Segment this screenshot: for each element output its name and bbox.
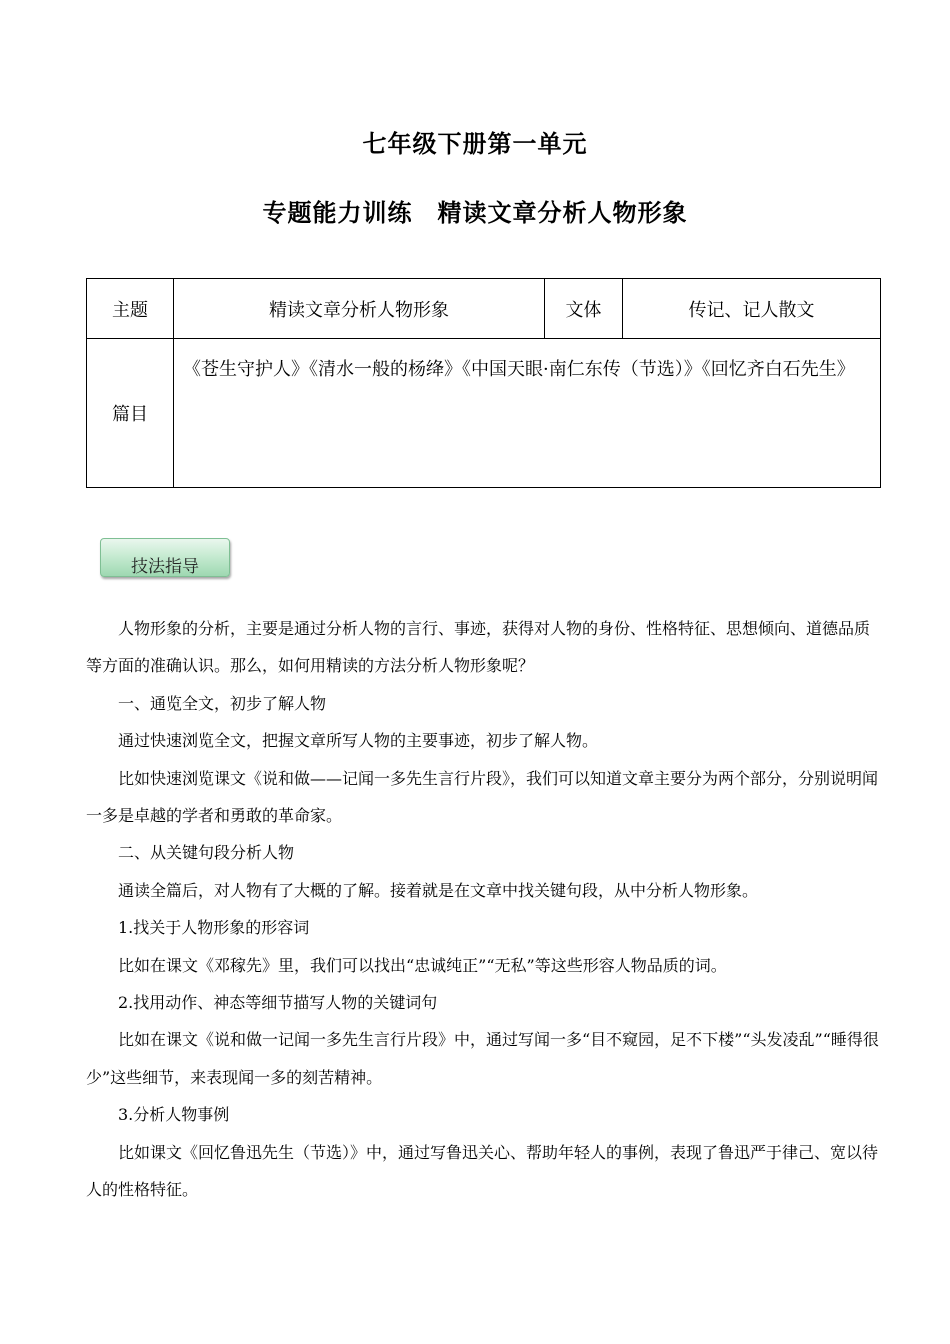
subsection-heading: 3.分析人物事例 <box>118 1105 230 1125</box>
chapters-value: 《苍生守护人》《清水一般的杨绛》《中国天眼·南仁东传（节选）》《回忆齐白石先生》 <box>174 339 881 488</box>
genre-label: 文体 <box>545 279 623 339</box>
paragraph: 人物形象的分析，主要是通过分析人物的言行、事迹，获得对人物的身份、性格特征、思想倾向、道德品质等方面的准确认识。那么，如何用精读的方法分析人物形象呢？ <box>86 619 871 676</box>
body-text <box>86 610 881 1209</box>
info-row-chapters <box>87 339 881 488</box>
paragraph: 比如在课文《说和做一记闻一多先生言行片段》中，通过写闻一多“目不窥园，足不下楼”“头发凌乱”“睡得很少”这些细节，来表现闻一多的刻苦精神。 <box>86 1030 879 1087</box>
info-table <box>86 278 881 488</box>
paragraph: 比如在课文《邓稼先》里，我们可以找出“忠诚纯正”“无私”等这些形容人物品质的词。 <box>118 955 727 975</box>
info-row-topic <box>87 279 881 339</box>
section-heading: 二、从关键句段分析人物 <box>118 843 295 863</box>
genre-value: 传记、记人散文 <box>623 279 881 339</box>
paragraph: 通读全篇后，对人物有了大概的了解。接着就是在文章中找关键句段，从中分析人物形象。 <box>118 880 759 900</box>
document-title: 七年级下册第一单元 <box>362 129 588 158</box>
chapters-label: 篇目 <box>87 339 174 488</box>
paragraph: 比如课文《回忆鲁迅先生（节选）》中，通过写鲁迅关心、帮助年轻人的事例，表现了鲁迅严于律己、宽以待人的性格特征。 <box>86 1142 879 1200</box>
section-heading: 一、通览全文，初步了解人物 <box>118 693 327 713</box>
paragraph: 比如快速浏览课文《说和做——记闻一多先生言行片段》，我们可以知道文章主要分为两个部分，分别说明闻一多是卓越的学者和勇敢的革命家。 <box>86 768 879 826</box>
method-guide-button[interactable] <box>100 538 230 577</box>
subsection-heading: 2.找用动作、神态等细节描写人物的关键词句 <box>118 993 438 1013</box>
topic-label: 主题 <box>87 279 174 339</box>
method-guide-label: 技法指导 <box>131 557 199 577</box>
subsection-heading: 1.找关于人物形象的形容词 <box>118 918 310 938</box>
paragraph: 通过快速浏览全文，把握文章所写人物的主要事迹，初步了解人物。 <box>118 731 599 751</box>
topic-value: 精读文章分析人物形象 <box>174 279 545 339</box>
document-subtitle: 专题能力训练 精读文章分析人物形象 <box>262 198 688 227</box>
